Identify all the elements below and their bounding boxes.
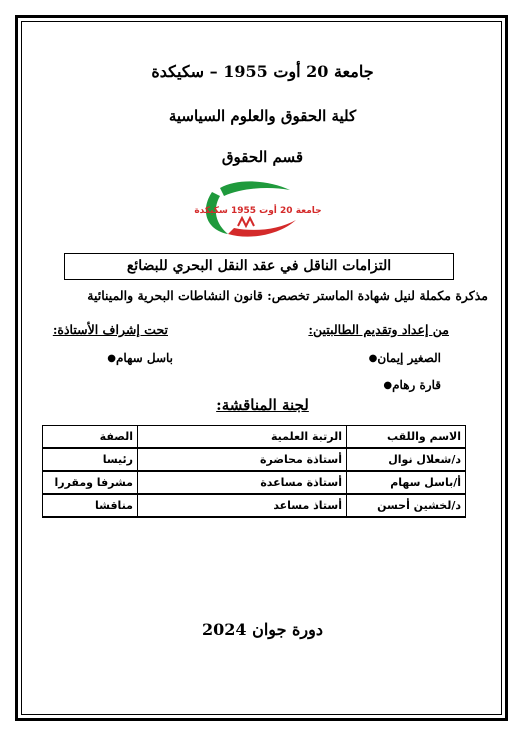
- university-logo: [194, 180, 322, 240]
- student-item: [373, 378, 441, 392]
- table-row: [43, 494, 466, 517]
- table-row: [43, 448, 466, 471]
- table-cell: مناقشا: [43, 494, 138, 517]
- table-cell: د/لخشين أحسن: [347, 494, 466, 517]
- table-cell: د/شعلال نوال: [347, 448, 466, 471]
- supervisor-name: باسل سهام: [116, 351, 173, 365]
- table-cell: أستاذة محاضرة: [138, 448, 347, 471]
- student-name: الصغير إيمان: [377, 351, 441, 365]
- students-heading: من إعداد وتقديم الطالبتين:: [308, 322, 449, 337]
- committee-heading: لجنة المناقشة:: [216, 396, 309, 414]
- logo-text: جامعة 20 أوت 1955 سكيكدة: [194, 206, 322, 216]
- thesis-description: مذكرة مكملة لنيل شهادة الماستر تخصص: قانون النشاطات البحرية والمينائية: [87, 288, 488, 303]
- bullet-icon: ●: [383, 379, 393, 391]
- committee-table: [42, 425, 466, 518]
- table-header-cell: الاسم واللقب: [347, 426, 466, 449]
- student-item: [359, 351, 441, 365]
- thesis-title: التزامات الناقل في عقد النقل البحري للبضائع: [64, 253, 454, 280]
- student-name: قارة رهام: [392, 378, 441, 392]
- table-header-cell: الرتبة العلمية: [138, 426, 347, 449]
- table-cell: أ/باسل سهام: [347, 471, 466, 494]
- table-cell: أستاذ مساعد: [138, 494, 347, 517]
- table-cell: أستاذة مساعدة: [138, 471, 347, 494]
- supervisor-heading: تحت إشراف الأستاذة:: [52, 322, 168, 337]
- table-header-cell: الصفة: [43, 426, 138, 449]
- bullet-icon: ●: [107, 352, 116, 364]
- page-border-inner: [21, 21, 502, 715]
- table-row: [43, 471, 466, 494]
- table-header-row: [43, 426, 466, 449]
- supervisor-item: [97, 351, 173, 365]
- table-cell: مشرفا ومقررا: [43, 471, 138, 494]
- faculty-name: كلية الحقوق والعلوم السياسية: [168, 107, 357, 125]
- department-name: قسم الحقوق: [221, 148, 304, 166]
- table-cell: رئيسا: [43, 448, 138, 471]
- session-date: دورة جوان 2024: [202, 620, 323, 639]
- bullet-icon: ●: [368, 352, 378, 364]
- university-name: جامعة 20 أوت 1955 – سكيكدة: [151, 62, 374, 81]
